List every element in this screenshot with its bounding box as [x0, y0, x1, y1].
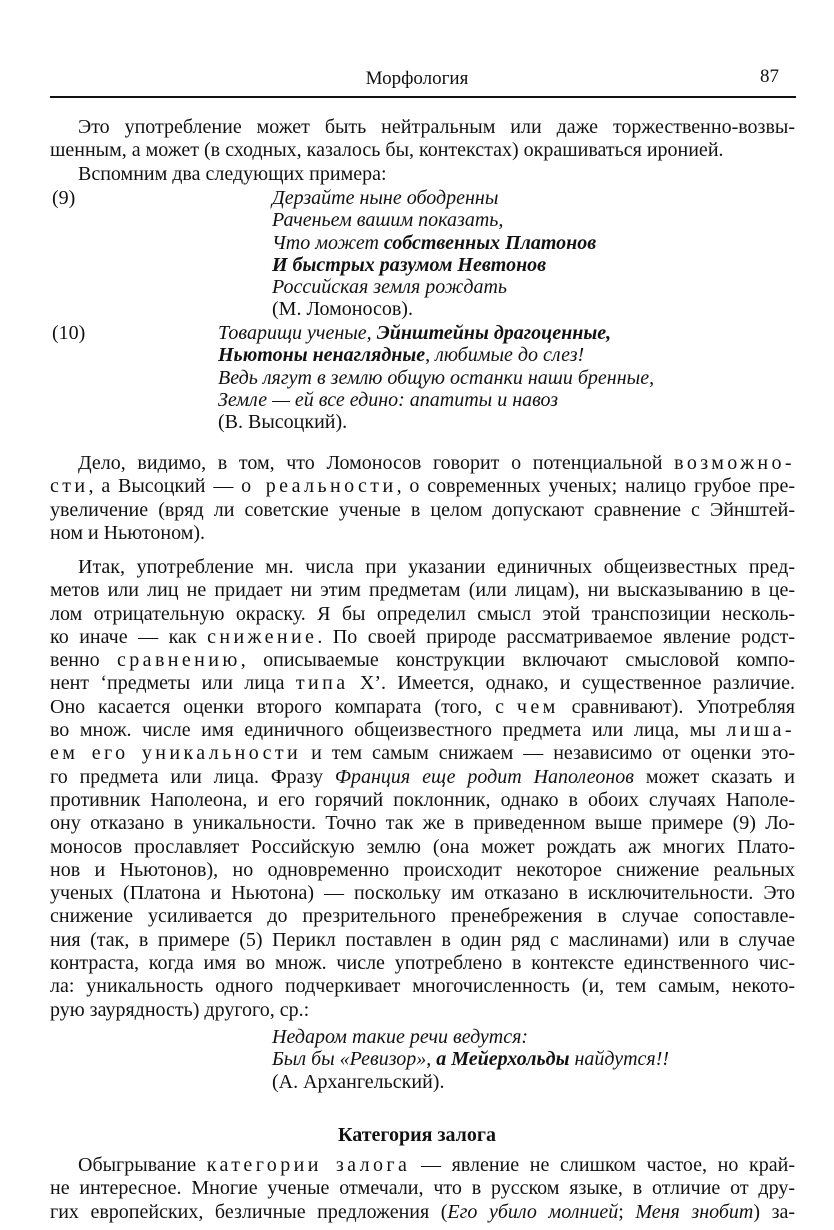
- example-9-poem: [272, 187, 596, 321]
- text-line: [50, 812, 795, 835]
- text-line: [50, 836, 795, 859]
- emphasis-run: собственных Платонов: [383, 231, 597, 254]
- emphasis-run: Земле — ей все едино: апатиты и навоз: [218, 388, 559, 411]
- text-run: ном и Ньютоном).: [50, 521, 206, 544]
- text-run: рую заурядность) другого, ср.:: [50, 998, 310, 1021]
- running-header-title: Морфология: [365, 68, 469, 89]
- spaced-emphasis: чем: [516, 695, 559, 718]
- text-line: [218, 389, 654, 411]
- text-run: лом отрицательную окраску. Я бы определил смысл этой транспозиции несколь-: [50, 602, 795, 625]
- text-run: Дело, видимо, в том, что Ломоносов говорит о потенциальной: [78, 452, 675, 474]
- text-run: ко иначе — как: [50, 625, 208, 648]
- spaced-emphasis: о реальности: [241, 475, 397, 498]
- emphasis-run: Ньютоны ненаглядные: [218, 344, 426, 367]
- text-run: (М. Ломоносов).: [272, 298, 413, 321]
- emphasis-run: Что может: [272, 231, 384, 254]
- text-line: [50, 742, 795, 765]
- text-line: [272, 298, 596, 320]
- text-line: [50, 859, 795, 882]
- text-line: [50, 696, 795, 719]
- example-9-label: (9): [52, 187, 76, 209]
- text-run: ) за-: [753, 1200, 796, 1223]
- text-run: ;: [618, 1200, 636, 1223]
- header-rule: [50, 96, 796, 98]
- text-line: [50, 952, 795, 975]
- text-run: нент ‘предметы или лица: [50, 672, 296, 695]
- page-number: 87: [760, 66, 779, 87]
- text-line: [272, 1048, 669, 1070]
- emphasis-run: Эйнштейны драгоценные,: [376, 322, 612, 344]
- text-line: [50, 929, 795, 952]
- spaced-emphasis: возможно-: [674, 452, 795, 474]
- spaced-emphasis: ем его уникальности: [50, 742, 302, 765]
- text-line: [50, 882, 795, 905]
- text-run: го предмета или лица. Фразу: [50, 765, 335, 788]
- text-line: [50, 556, 795, 579]
- text-line: [50, 975, 795, 998]
- text-run: Итак, употребление мн. числа при указании единичных общеизвестных пред-: [78, 556, 795, 578]
- spaced-emphasis: сравнению: [117, 649, 241, 672]
- text-line: [50, 139, 795, 162]
- text-run: (А. Архангельский).: [272, 1070, 445, 1093]
- spaced-emphasis: снижение: [207, 625, 318, 648]
- text-run: во множ. числе имя единичного общеизвестного предмета или лица, мы: [50, 719, 727, 742]
- emphasis-run: Меня знобит: [635, 1200, 754, 1223]
- text-run: контраста, когда имя во множ. числе употреблено в контексте единственного чис-: [50, 952, 795, 975]
- text-run: ла: уникальность одного подчеркивает многочисленность (и, тем самым, некото-: [50, 975, 795, 998]
- paragraph-itak: [50, 556, 795, 1022]
- spaced-emphasis: категории залога: [206, 1154, 411, 1176]
- text-line: [50, 1201, 795, 1224]
- text-line: [50, 116, 795, 139]
- text-line: [50, 649, 795, 672]
- paragraph-intro: [50, 116, 795, 186]
- text-line: [272, 254, 596, 276]
- text-line: [272, 232, 596, 254]
- spaced-emphasis: сти: [50, 475, 89, 498]
- text-run: X’. Имеется, однако, и существенное различие.: [348, 672, 796, 695]
- text-line: [50, 603, 795, 626]
- text-run: ,: [425, 344, 431, 367]
- paragraph-zalog: [50, 1154, 795, 1224]
- text-run: и тем самым снижаем — независимо от оценки это-: [301, 742, 795, 765]
- section-heading: Категория залога: [338, 1124, 496, 1146]
- text-line: [218, 411, 654, 433]
- emphasis-run: Был бы «Ревизор»,: [272, 1048, 437, 1071]
- example-10-poem: [218, 322, 654, 433]
- spaced-emphasis: типа: [295, 672, 349, 695]
- emphasis-run: Российская земля рождать: [272, 276, 508, 299]
- emphasis-run: Ведь лягут в землю общую останки наши бренные,: [218, 366, 655, 389]
- text-line: [272, 209, 596, 231]
- text-line: [218, 344, 654, 366]
- paragraph-delo: [50, 452, 795, 545]
- text-line: [218, 367, 654, 389]
- text-line: [50, 626, 795, 649]
- text-run: метов или лиц не придает ни этим предметам (или лицам), ни высказыванию в це-: [50, 579, 795, 602]
- text-run: венно: [50, 649, 117, 672]
- text-run: , описываемые конструкции включают смысловой компо-: [240, 649, 795, 672]
- text-run: (В. Высоцкий).: [218, 411, 348, 434]
- text-line: [50, 499, 795, 522]
- text-run: гих европейских, безличные предложения (: [50, 1200, 448, 1223]
- text-line: [50, 475, 795, 498]
- emphasis-run: любимые до слез!: [430, 344, 585, 367]
- emphasis-run: Дерзайте ныне ободренны: [272, 187, 499, 209]
- text-line: [272, 187, 596, 209]
- text-run: Это употребление может быть нейтральным или даже торжественно-возвы-: [78, 116, 795, 138]
- text-run: противник Наполеона, и его горячий поклонник, однако в обоих случаях Наполе-: [50, 788, 795, 811]
- text-line: [50, 766, 795, 789]
- text-line: [272, 276, 596, 298]
- emphasis-run: найдутся!!: [569, 1048, 670, 1071]
- emphasis-run: Франция еще родит Наполеонов: [334, 765, 634, 788]
- text-line: [50, 1177, 795, 1200]
- text-run: не интересное. Многие ученые отмечали, что в русском языке, в отличие от дру-: [50, 1177, 795, 1200]
- text-run: — явление не слишком частое, но край-: [410, 1154, 795, 1176]
- text-run: шенным, а может (в сходных, казалось бы, контекстах) окрашиваться иронией.: [50, 139, 724, 162]
- text-line: [50, 999, 795, 1022]
- text-line: [50, 719, 795, 742]
- text-line: [50, 579, 795, 602]
- spaced-emphasis: лиша-: [726, 719, 795, 742]
- emphasis-run: Товарищи ученые,: [218, 322, 377, 344]
- text-run: ния (так, в примере (5) Перикл поставлен в один ряд с маслинами) или в случае: [50, 928, 795, 951]
- text-run: увеличение (вряд ли советские ученые в целом допускают сравнение с Эйнштей-: [50, 498, 795, 521]
- text-run: моносов прославляет Российскую землю (она может рождать аж многих Плато-: [50, 835, 795, 858]
- example-arkhangelsky-poem: [272, 1026, 669, 1093]
- text-line: [272, 1071, 669, 1093]
- text-line: [272, 1026, 669, 1048]
- text-line: [50, 522, 795, 545]
- text-run: , а Высоцкий —: [88, 475, 242, 498]
- text-run: Вспомним два следующих примера:: [78, 162, 387, 185]
- text-run: , о современных ученых; налицо грубое пре-: [396, 475, 795, 498]
- text-line: [218, 322, 654, 344]
- emphasis-run: Недаром такие речи ведутся:: [272, 1026, 529, 1048]
- emphasis-run: а Мейерхольды: [436, 1048, 570, 1071]
- text-run: ученых (Платона и Ньютона) — поскольку им отказано в исключительности. Это: [50, 882, 795, 905]
- text-run: сравнивают). Употребляя: [558, 695, 795, 718]
- text-run: ону отказано в уникальности. Точно так же в приведенном выше примере (9) Ло-: [50, 812, 795, 835]
- text-run: . По своей природе рассматриваемое явление родст-: [317, 625, 795, 648]
- text-line: [50, 789, 795, 812]
- example-10-label: (10): [52, 322, 86, 344]
- text-run: может сказать и: [633, 765, 795, 788]
- text-line: [50, 163, 795, 186]
- emphasis-run: Его убило молнией: [447, 1200, 619, 1223]
- text-run: Оно касается оценки второго компарата (того, с: [50, 695, 517, 718]
- text-line: [50, 1154, 795, 1177]
- emphasis-run: И быстрых разумом Невтонов: [272, 253, 547, 276]
- text-run: Обыгрывание: [78, 1154, 207, 1176]
- text-line: [50, 672, 795, 695]
- emphasis-run: Раченьем вашим показать,: [272, 209, 504, 232]
- text-line: [50, 905, 795, 928]
- text-run: снижение усиливается до презрительного пренебрежения в случае сопоставле-: [50, 905, 795, 928]
- text-line: [50, 452, 795, 475]
- text-run: нов и Ньютонов), но одновременно происходит некоторое снижение реальных: [50, 858, 795, 881]
